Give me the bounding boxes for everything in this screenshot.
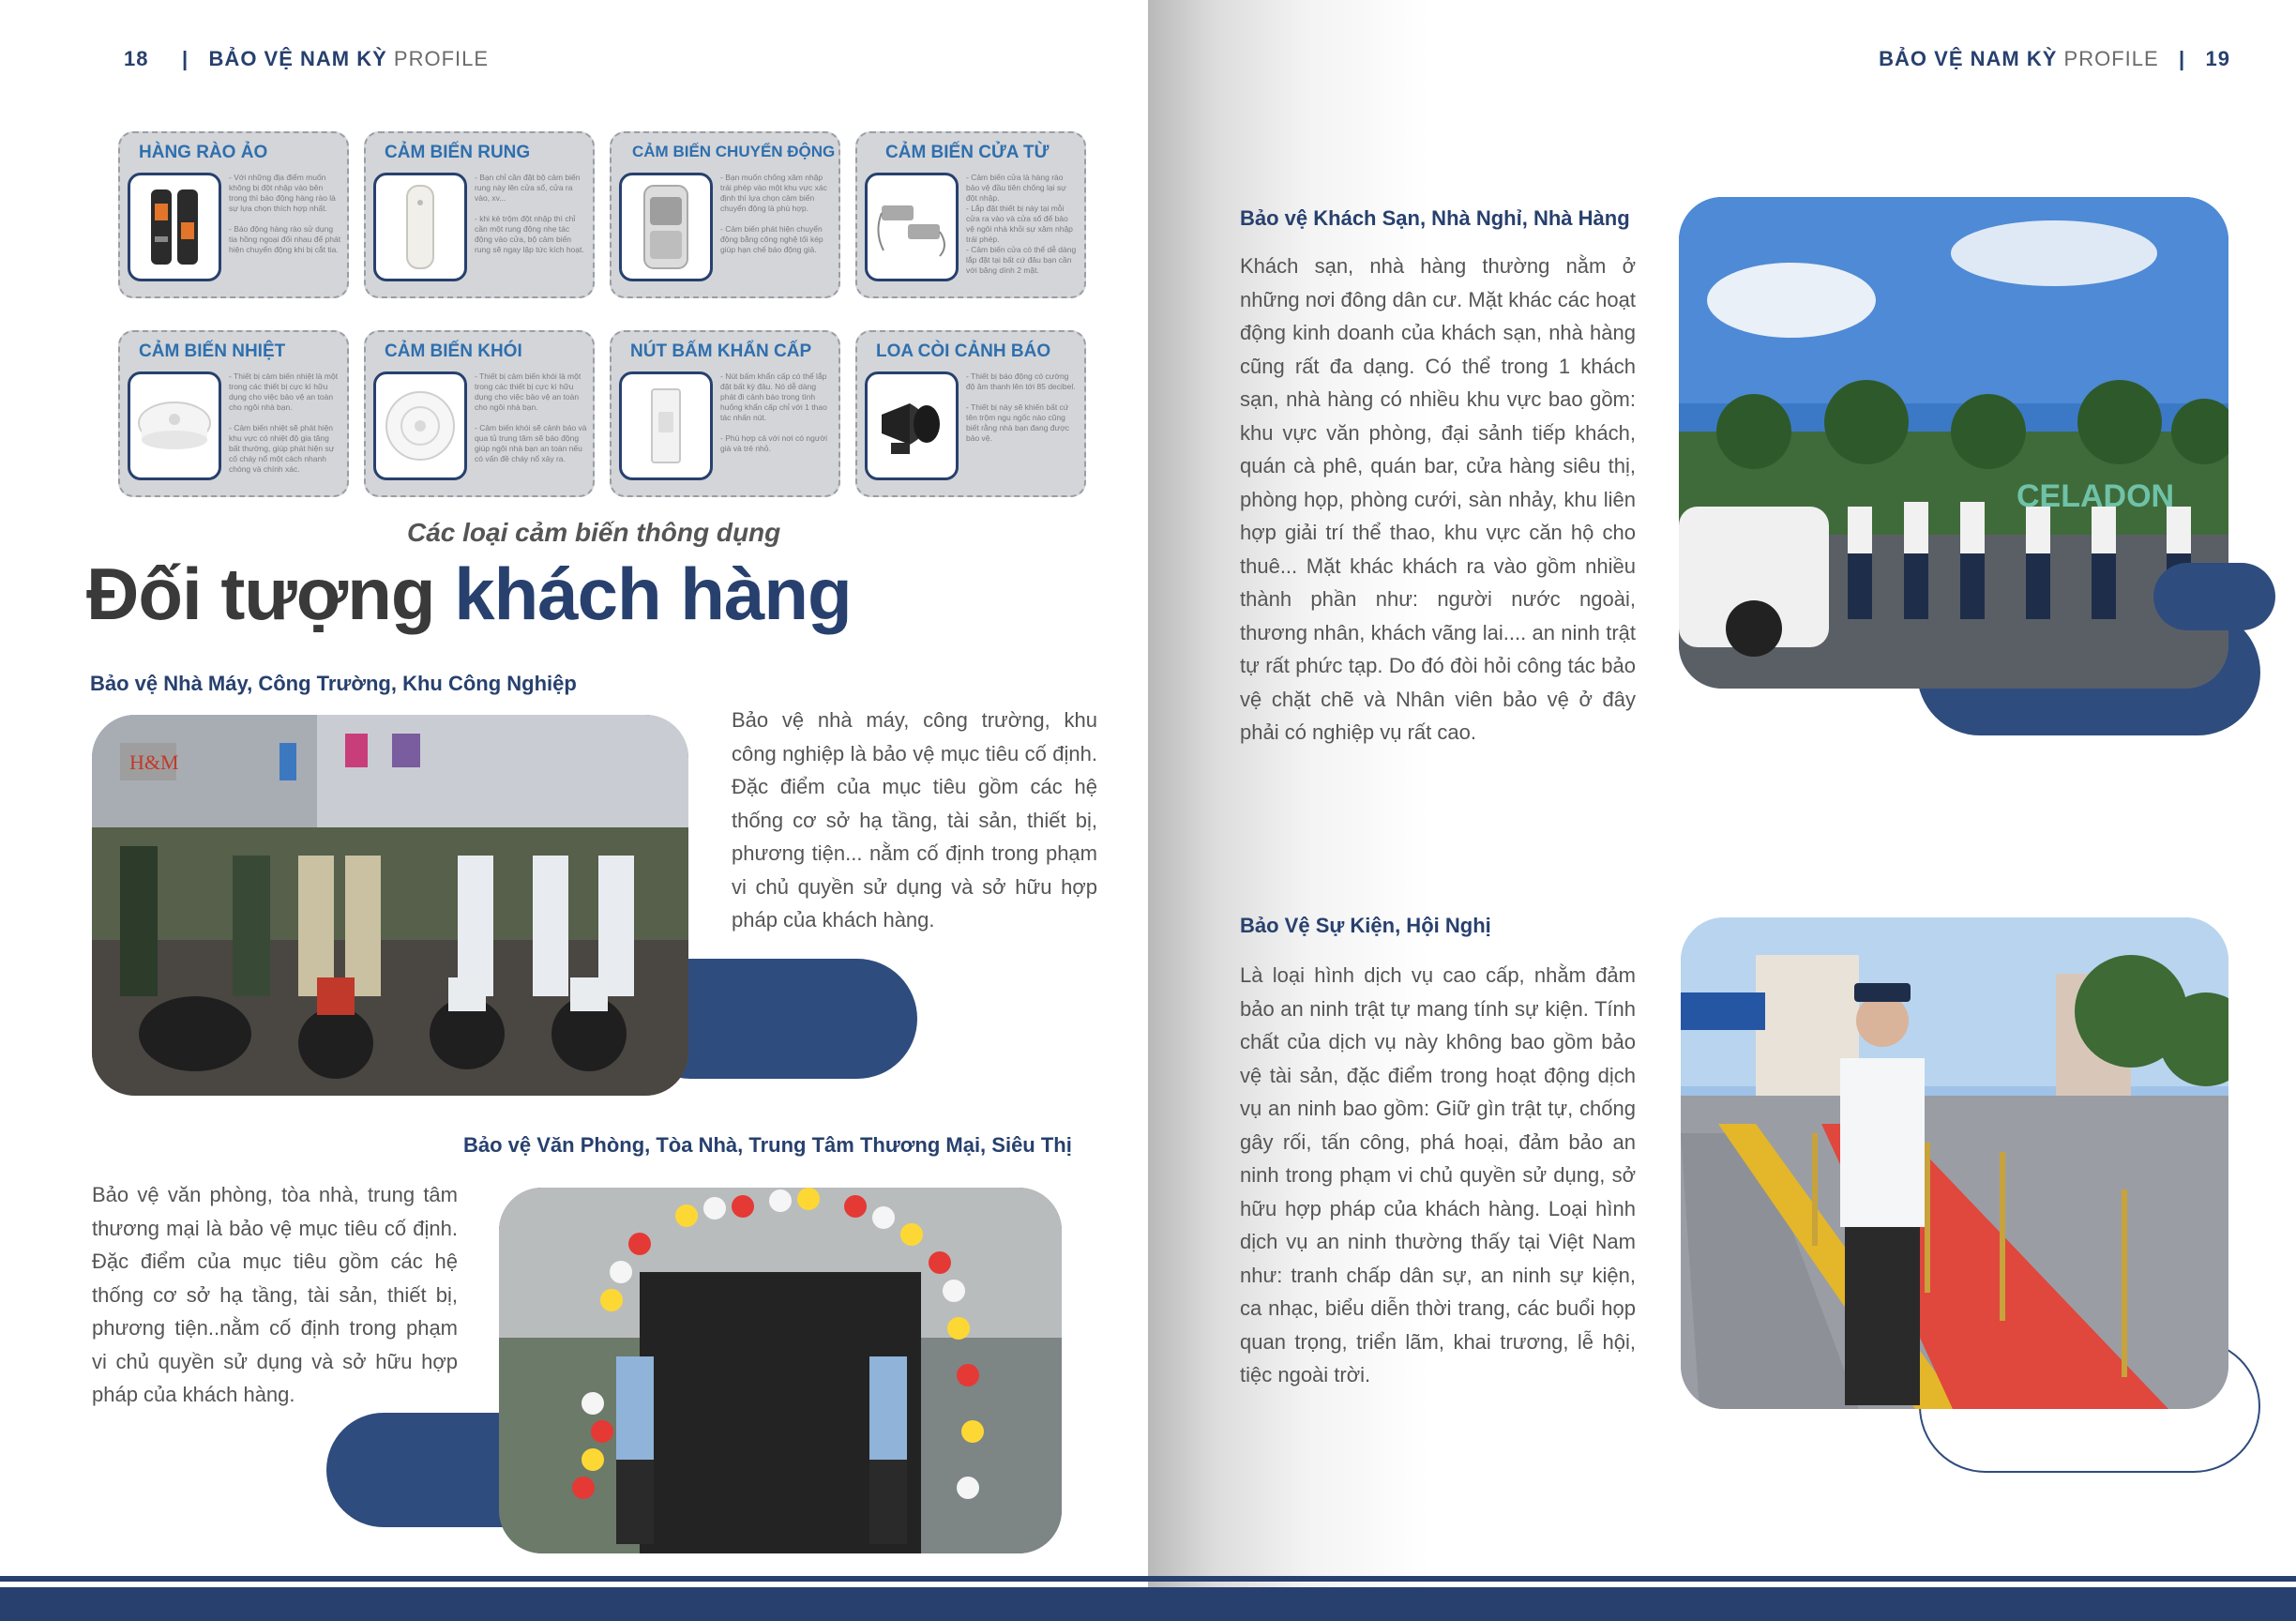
section-text-event: Là loại hình dịch vụ cao cấp, nhằm đảm bảo an ninh trật tự mang tính sự kiện. Tính chất của dịch vụ này không bao gồm bảo vệ tài sản, đặc điểm trong hoạt động dịch vụ an ninh bao gồm: Giữ gìn trật tự, chống gây rối, tấn công, phá hoại, đảm bảo an ninh trong phạm vi chủ quyền sử dụng, sở hữu hợp pháp của khách hàng. Loại hình dịch vụ an ninh thường thấy tại Việt Nam như: tranh chấp dân sự, an ninh sự kiện, ca nhạc, biểu diễn thời trang, các buổi họp quan trọng, triển lãm, khai trương, lễ hội, tiệc ngoài trời.: [1240, 963, 1636, 1386]
page-number: 18: [124, 47, 149, 70]
section-text-office: Bảo vệ văn phòng, tòa nhà, trung tâm thương mại là bảo vệ mục tiêu cố định. Đặc điểm của mục tiêu gồm các hệ thống cơ sở hạ tầng, tài sản, thiết bị, phương tiện..nằm cố định trong phạm vi chủ quyền sử dụng và sở hữu hợp pháp của khách hàng.: [92, 1183, 458, 1406]
header-separator: |: [182, 47, 189, 70]
brand-suffix: PROFILE: [2063, 47, 2159, 70]
section-title-event: Bảo Vệ Sự Kiện, Hội Nghị: [1240, 914, 1491, 937]
sensor-title: CẢM BIẾN CHUYỂN ĐỘNG: [632, 143, 836, 160]
svg-text:H&M: H&M: [129, 750, 179, 774]
brand-name: BẢO VỆ NAM KỲ: [1879, 47, 2058, 70]
sensor-card: [610, 131, 840, 298]
siren-icon: [865, 371, 959, 480]
magnetic-door-sensor-icon: [865, 173, 959, 281]
smoke-detector-icon: [373, 371, 467, 480]
sensor-card: [118, 131, 349, 298]
sensor-card: [364, 131, 595, 298]
factory-photo: [92, 715, 688, 1096]
sensor-title: HÀNG RÀO ẢO: [139, 143, 268, 162]
sensor-description: - Thiết bị báo động có cường độ âm thanh lên tới 85 decibel. - Thiết bị này sẽ khiến bất cứ tên trộm ngu ngốc nào cũng biết rằng nhà bạn đang được bảo vệ.: [966, 371, 1076, 443]
sensor-description: - Với những địa điểm muốn không bị đột nhập vào bên trong thì báo động hàng rào là sự lựa chọn thích hợp nhất. - Báo động hàng rào sử dụng tia hồng ngoại đối nhau để phát hiện chuyển động khi bị cắt tia.: [229, 173, 341, 254]
right-header: [1879, 47, 2230, 71]
brand-name: BẢO VỆ NAM KỲ: [208, 47, 387, 70]
bottom-rule: [0, 1576, 2296, 1582]
right-page: [1148, 0, 2296, 1621]
section-text-hotel: Khách sạn, nhà hàng thường nằm ở những nơi đông dân cư. Mặt khác các hoạt động kinh doanh của khách sạn, nhà hàng cũng rất đa dạng. Có thể trong 1 khách sạn, nhà hàng có nhiều khu vực bao gồm: khu vực văn phòng, đại sảnh tiếp khách, quán cà phê, quán bar, cửa hàng siêu thị, phòng họp, phòng cưới, sàn nhảy, khu liên hợp giải trí thể thao, khu vực căn hộ cho thuê... Mặt khác khách ra vào gồm nhiều thành phần như: người nước ngoài, thương nhân, khách vãng lai.... an ninh trật tự rất phức tạp. Do đó đòi hỏi công tác bảo vệ chặt chẽ và Nhân viên bảo vệ ở đây phải có nghiệp vụ rất cao.: [1240, 254, 1636, 744]
sensor-title: CẢM BIẾN KHÓI: [385, 341, 522, 361]
brand-suffix: PROFILE: [393, 47, 490, 70]
section-title-hotel: Bảo vệ Khách Sạn, Nhà Nghỉ, Nhà Hàng: [1240, 206, 1630, 230]
infrared-beam-icon: [128, 173, 221, 281]
title-part-2: khách hàng: [454, 553, 852, 635]
section-text-factory: Bảo vệ nhà máy, công trường, khu công nghiệp là bảo vệ mục tiêu cố định. Đặc điểm của mục tiêu gồm các hệ thống cơ sở hạ tầng, tài sản, thiết bị, phương tiện... nằm cố định trong phạm vi chủ quyền sử dụng và sở hữu hợp pháp của khách hàng.: [732, 708, 1097, 932]
office-photo: [499, 1188, 1062, 1553]
sensor-card: [855, 330, 1086, 497]
sensor-description: - Thiết bị cảm biến khói là một trong các thiết bị cực kì hữu dụng cho việc bảo vệ an toàn cho ngôi nhà bạn. - Cảm biến khói sẽ cảnh báo và qua tủ trung tâm sẽ báo động giúp ngôi nhà bạn an toàn nếu có vấn đề cháy nổ xảy ra.: [475, 371, 587, 463]
panic-button-icon: [619, 371, 713, 480]
title-part-1: Đối tượng: [86, 553, 435, 635]
left-header: [124, 47, 489, 71]
bottom-band: [0, 1587, 2296, 1621]
sensors-caption: Các loại cảm biến thông dụng: [407, 518, 781, 547]
sensor-card: [855, 131, 1086, 298]
section-title-factory: Bảo vệ Nhà Máy, Công Trường, Khu Công Nghiệp: [90, 672, 577, 695]
section-title-office: Bảo vệ Văn Phòng, Tòa Nhà, Trung Tâm Thương Mại, Siêu Thị: [463, 1133, 1072, 1157]
page-title: [86, 552, 852, 637]
sensor-description: - Cảm biến cửa là hàng rào bảo vệ đầu tiên chống lại sự đột nhập. - Lắp đặt thiết bị này tại mỗi cửa ra vào và cửa sổ để bảo vệ ngôi nhà khỏi sự xâm nhập trái phép. - Cảm biến cửa có thể dễ dàng lắp đặt tại bất cứ đâu bạn cần với băng dính 2 mặt.: [966, 173, 1077, 275]
sensor-title: NÚT BẤM KHẨN CẤP: [630, 341, 812, 361]
sensor-title: CẢM BIẾN CỬA TỪ: [885, 143, 1050, 162]
celadon-sign: CELADON: [2017, 478, 2175, 514]
hotel-photo: [1679, 197, 2228, 689]
heat-detector-icon: [128, 371, 221, 480]
motion-sensor-icon: [619, 173, 713, 281]
sensor-card: [364, 330, 595, 497]
sensor-card: [610, 330, 840, 497]
sensor-title: CẢM BIẾN NHIỆT: [139, 341, 286, 361]
sensor-description: - Bạn muốn chống xâm nhập trái phép vào một khu vực xác định thì lựa chọn cảm biến chuyển động là phù hợp. - Cảm biến phát hiện chuyển động bằng công nghệ tối kép giúp hạn chế báo động giả.: [720, 173, 827, 254]
sensor-title: CẢM BIẾN RUNG: [385, 143, 531, 162]
vibration-sensor-icon: [373, 173, 467, 281]
sensor-description: - Thiết bị cảm biến nhiệt là một trong các thiết bị cực kì hữu dụng cho việc bảo vệ an toàn cho ngôi nhà bạn. - Cảm biến nhiệt sẽ phát hiện khu vực có nhiệt độ gia tăng bất thường, giúp phát hiện sự cố cháy nổ một cách nhanh chóng và chính xác.: [229, 371, 339, 474]
decor-pill: [2153, 563, 2275, 630]
sensor-title: LOA CÒI CẢNH BÁO: [876, 341, 1051, 361]
sensor-description: - Nút bấm khẩn cấp có thể lắp đặt bất kỳ đâu. Nó dễ dàng phát đi cảnh báo trong tình huống khẩn cấp chỉ với 1 thao tác nhấn nút. - Phù hợp cả với nơi có người già và trẻ nhỏ.: [720, 371, 827, 453]
page-number: 19: [2205, 47, 2230, 70]
sensor-card: [118, 330, 349, 497]
event-photo: [1681, 917, 2228, 1409]
sensor-description: - Bạn chỉ cần đặt bộ cảm biến rung này lên cửa sổ, cửa ra vào, xv... - khi kẻ trộm đột nhập thì chỉ cần một rung động nhẹ tác động vào cửa, bộ cảm biến rung sẽ ngay lập tức kích hoạt.: [475, 173, 584, 254]
header-separator: |: [2179, 47, 2186, 70]
